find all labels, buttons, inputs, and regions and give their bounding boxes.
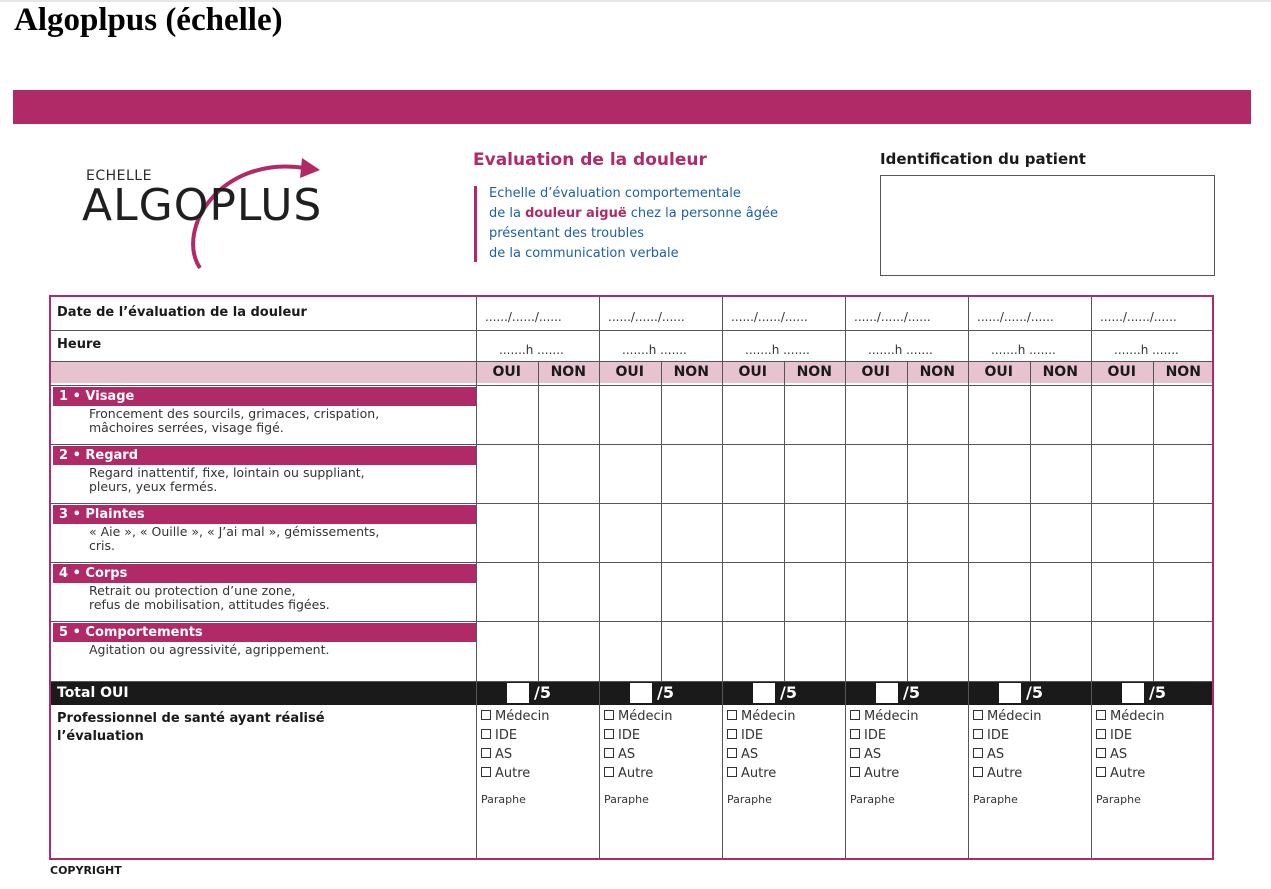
date-field[interactable]: ....../....../...... xyxy=(977,310,1054,324)
oui-cell[interactable] xyxy=(1092,563,1153,621)
grid-hline xyxy=(51,444,476,445)
non-cell[interactable] xyxy=(908,504,969,562)
non-cell[interactable] xyxy=(908,445,969,503)
non-cell[interactable] xyxy=(1031,563,1092,621)
section-heading: 1 • Visage xyxy=(53,387,476,406)
professional-option[interactable] xyxy=(604,726,640,745)
date-field[interactable]: ....../....../...... xyxy=(731,310,808,324)
oui-cell[interactable] xyxy=(600,504,661,562)
professional-option[interactable] xyxy=(727,707,795,726)
grid-hline xyxy=(51,330,1212,331)
checkbox-icon[interactable] xyxy=(727,767,737,777)
grid-hline xyxy=(51,503,476,504)
professional-option[interactable] xyxy=(1096,726,1132,745)
professional-option[interactable] xyxy=(481,764,530,783)
date-field[interactable]: ....../....../...... xyxy=(854,310,931,324)
oui-cell[interactable] xyxy=(723,504,784,562)
header-band xyxy=(13,90,1251,124)
oui-cell[interactable] xyxy=(1092,386,1153,444)
professional-option[interactable] xyxy=(481,726,517,745)
checkbox-icon[interactable] xyxy=(604,767,614,777)
option-label: IDE xyxy=(495,728,518,743)
evaluation-title: Evaluation de la douleur xyxy=(473,150,707,170)
checkbox-icon[interactable] xyxy=(850,748,860,758)
checkbox-icon[interactable] xyxy=(850,767,860,777)
checkbox-icon[interactable] xyxy=(727,748,737,758)
non-cell[interactable] xyxy=(662,445,723,503)
oui-cell[interactable] xyxy=(477,386,538,444)
professional-option[interactable] xyxy=(604,745,635,764)
non-cell[interactable] xyxy=(1031,622,1092,680)
non-cell[interactable] xyxy=(908,386,969,444)
professional-label-2: l’évaluation xyxy=(57,729,144,744)
paraphe-label: Paraphe xyxy=(481,793,526,806)
checkbox-icon[interactable] xyxy=(481,710,491,720)
non-cell[interactable] xyxy=(1154,563,1215,621)
evaluation-accent-bar xyxy=(474,186,477,262)
date-field[interactable]: ....../....../...... xyxy=(608,310,685,324)
hour-label: Heure xyxy=(57,337,102,352)
non-cell[interactable] xyxy=(662,563,723,621)
professional-option[interactable] xyxy=(1096,745,1127,764)
checkbox-icon[interactable] xyxy=(727,710,737,720)
option-label: Autre xyxy=(741,766,777,781)
option-label: Médecin xyxy=(741,709,796,724)
oui-header: OUI xyxy=(984,364,1013,380)
oui-cell[interactable] xyxy=(969,622,1030,680)
oui-header: OUI xyxy=(1107,364,1136,380)
total-score-denominator: /5 xyxy=(534,683,551,702)
non-cell[interactable] xyxy=(785,445,846,503)
option-label: Autre xyxy=(987,766,1023,781)
option-label: IDE xyxy=(987,728,1010,743)
date-field[interactable]: ....../....../...... xyxy=(485,310,562,324)
option-label: Médecin xyxy=(495,709,550,724)
non-cell[interactable] xyxy=(539,622,600,680)
option-label: Autre xyxy=(1110,766,1146,781)
paraphe-label: Paraphe xyxy=(604,793,649,806)
oui-cell[interactable] xyxy=(723,386,784,444)
oui-cell[interactable] xyxy=(846,563,907,621)
professional-option[interactable] xyxy=(850,707,918,726)
checkbox-icon[interactable] xyxy=(973,767,983,777)
oui-cell[interactable] xyxy=(600,563,661,621)
checkbox-icon[interactable] xyxy=(1096,767,1106,777)
option-label: AS xyxy=(1110,747,1128,762)
total-score-denominator: /5 xyxy=(780,683,797,702)
evaluation-line-2: de la douleur aiguë chez la personne âgée xyxy=(489,206,778,221)
logo-big-text: ALGOPLUS xyxy=(82,180,323,231)
section-description: Regard inattentif, fixe, lointain ou suppliant, pleurs, yeux fermés. xyxy=(89,465,365,494)
checkbox-icon[interactable] xyxy=(604,710,614,720)
checkbox-icon[interactable] xyxy=(1096,710,1106,720)
checkbox-icon[interactable] xyxy=(973,710,983,720)
section-description: Retrait ou protection d’une zone, refus de mobilisation, attitudes figées. xyxy=(89,583,330,612)
section-description: Froncement des sourcils, grimaces, crispation, mâchoires serrées, visage figé. xyxy=(89,406,380,435)
non-header: NON xyxy=(1042,364,1078,380)
paraphe-label: Paraphe xyxy=(727,793,772,806)
oui-header: OUI xyxy=(738,364,767,380)
oui-cell[interactable] xyxy=(477,563,538,621)
professional-option[interactable] xyxy=(1096,707,1164,726)
oui-cell[interactable] xyxy=(846,622,907,680)
oui-cell[interactable] xyxy=(846,445,907,503)
grid-hline xyxy=(51,562,476,563)
paraphe-label: Paraphe xyxy=(850,793,895,806)
option-label: Autre xyxy=(864,766,900,781)
date-label: Date de l’évaluation de la douleur xyxy=(57,305,307,320)
non-header: NON xyxy=(919,364,955,380)
option-label: AS xyxy=(864,747,882,762)
section-heading: 2 • Regard xyxy=(53,446,476,465)
evaluation-line-4: de la communication verbale xyxy=(489,246,679,261)
oui-cell[interactable] xyxy=(723,622,784,680)
patient-id-field[interactable] xyxy=(880,175,1215,276)
non-cell[interactable] xyxy=(785,386,846,444)
non-header: NON xyxy=(1165,364,1201,380)
grid-hline xyxy=(476,681,1212,682)
non-header: NON xyxy=(550,364,586,380)
non-header: NON xyxy=(673,364,709,380)
total-score-field[interactable] xyxy=(1122,683,1144,703)
option-label: AS xyxy=(618,747,636,762)
section-heading: 5 • Comportements xyxy=(53,623,476,642)
oui-cell[interactable] xyxy=(1092,504,1153,562)
total-score-denominator: /5 xyxy=(903,683,920,702)
hour-field[interactable]: .......h ....... xyxy=(745,343,810,357)
option-label: AS xyxy=(741,747,759,762)
oui-cell[interactable] xyxy=(477,504,538,562)
non-cell[interactable] xyxy=(1154,504,1215,562)
checkbox-icon[interactable] xyxy=(850,729,860,739)
checkbox-icon[interactable] xyxy=(850,710,860,720)
option-label: IDE xyxy=(618,728,641,743)
grid-hline xyxy=(51,681,476,682)
professional-option[interactable] xyxy=(973,764,1022,783)
professional-option[interactable] xyxy=(727,764,776,783)
date-field[interactable]: ....../....../...... xyxy=(1100,310,1177,324)
total-score-field[interactable] xyxy=(753,683,775,703)
checkbox-icon[interactable] xyxy=(481,767,491,777)
total-score-field[interactable] xyxy=(876,683,898,703)
paraphe-label: Paraphe xyxy=(973,793,1018,806)
evaluation-line-1: Echelle d’évaluation comportementale xyxy=(489,186,741,201)
non-header: NON xyxy=(796,364,832,380)
total-score-denominator: /5 xyxy=(657,683,674,702)
option-label: Médecin xyxy=(618,709,673,724)
non-cell[interactable] xyxy=(1031,386,1092,444)
grid-hline xyxy=(51,621,476,622)
checkbox-icon[interactable] xyxy=(604,748,614,758)
professional-option[interactable] xyxy=(973,707,1041,726)
checkbox-icon[interactable] xyxy=(481,748,491,758)
oui-header: OUI xyxy=(492,364,521,380)
professional-option[interactable] xyxy=(727,745,758,764)
total-score-denominator: /5 xyxy=(1149,683,1166,702)
non-cell[interactable] xyxy=(539,504,600,562)
non-cell[interactable] xyxy=(1154,386,1215,444)
hour-field[interactable]: .......h ....... xyxy=(1114,343,1179,357)
evaluation-highlight: douleur aiguë xyxy=(525,206,627,221)
algoplus-logo xyxy=(80,150,370,270)
oui-cell[interactable] xyxy=(1092,445,1153,503)
option-label: Médecin xyxy=(987,709,1042,724)
section-heading: 3 • Plaintes xyxy=(53,505,476,524)
hour-field[interactable]: .......h ....... xyxy=(499,343,564,357)
non-cell[interactable] xyxy=(662,386,723,444)
patient-id-label: Identification du patient xyxy=(880,150,1086,168)
checkbox-icon[interactable] xyxy=(604,729,614,739)
professional-option[interactable] xyxy=(973,726,1009,745)
professional-option[interactable] xyxy=(1096,764,1145,783)
option-label: Autre xyxy=(618,766,654,781)
checkbox-icon[interactable] xyxy=(1096,729,1106,739)
option-label: AS xyxy=(495,747,513,762)
professional-option[interactable] xyxy=(604,707,672,726)
checkbox-icon[interactable] xyxy=(727,729,737,739)
hour-field[interactable]: .......h ....... xyxy=(868,343,933,357)
total-score-field[interactable] xyxy=(507,683,529,703)
oui-cell[interactable] xyxy=(969,563,1030,621)
oui-cell[interactable] xyxy=(477,622,538,680)
evaluation-grid xyxy=(49,295,1214,860)
option-label: IDE xyxy=(1110,728,1133,743)
checkbox-icon[interactable] xyxy=(973,748,983,758)
oui-cell[interactable] xyxy=(600,445,661,503)
professional-option[interactable] xyxy=(850,726,886,745)
non-cell[interactable] xyxy=(1154,445,1215,503)
oui-header: OUI xyxy=(615,364,644,380)
non-cell[interactable] xyxy=(1154,622,1215,680)
oui-cell[interactable] xyxy=(600,622,661,680)
non-cell[interactable] xyxy=(785,504,846,562)
oui-cell[interactable] xyxy=(969,386,1030,444)
option-label: AS xyxy=(987,747,1005,762)
non-cell[interactable] xyxy=(1031,445,1092,503)
document-title: Algoplpus (échelle) xyxy=(14,2,283,38)
oui-cell[interactable] xyxy=(969,504,1030,562)
option-label: IDE xyxy=(741,728,764,743)
hour-field[interactable]: .......h ....... xyxy=(622,343,687,357)
oui-header: OUI xyxy=(861,364,890,380)
oui-cell[interactable] xyxy=(846,504,907,562)
section-description: Agitation ou agressivité, agrippement. xyxy=(89,642,330,657)
checkbox-icon[interactable] xyxy=(1096,748,1106,758)
non-cell[interactable] xyxy=(662,504,723,562)
logo-small-text: ECHELLE xyxy=(86,168,152,184)
professional-option[interactable] xyxy=(481,707,549,726)
oui-cell[interactable] xyxy=(969,445,1030,503)
oui-cell[interactable] xyxy=(723,563,784,621)
professional-option[interactable] xyxy=(481,745,512,764)
professional-option[interactable] xyxy=(727,726,763,745)
option-label: Médecin xyxy=(1110,709,1165,724)
non-cell[interactable] xyxy=(662,622,723,680)
option-label: IDE xyxy=(864,728,887,743)
option-label: Autre xyxy=(495,766,531,781)
non-cell[interactable] xyxy=(785,622,846,680)
oui-cell[interactable] xyxy=(600,386,661,444)
total-score-field[interactable] xyxy=(999,683,1021,703)
paraphe-label: Paraphe xyxy=(1096,793,1141,806)
oui-cell[interactable] xyxy=(477,445,538,503)
non-cell[interactable] xyxy=(785,563,846,621)
evaluation-description xyxy=(489,184,778,264)
grid-hline xyxy=(51,361,1212,362)
section-heading: 4 • Corps xyxy=(53,564,476,583)
professional-option[interactable] xyxy=(850,764,899,783)
non-cell[interactable] xyxy=(1031,504,1092,562)
total-score-denominator: /5 xyxy=(1026,683,1043,702)
evaluation-line-3: présentant des troubles xyxy=(489,226,644,241)
non-cell[interactable] xyxy=(908,563,969,621)
professional-label: Professionnel de santé ayant réalisé xyxy=(57,711,325,726)
professional-option[interactable] xyxy=(604,764,653,783)
hour-field[interactable]: .......h ....... xyxy=(991,343,1056,357)
total-score-field[interactable] xyxy=(630,683,652,703)
non-cell[interactable] xyxy=(539,445,600,503)
checkbox-icon[interactable] xyxy=(481,729,491,739)
oui-cell[interactable] xyxy=(723,445,784,503)
total-oui-label: Total OUI xyxy=(57,685,129,701)
non-cell[interactable] xyxy=(908,622,969,680)
oui-cell[interactable] xyxy=(846,386,907,444)
professional-option[interactable] xyxy=(850,745,881,764)
section-description: « Aie », « Ouille », « J’ai mal », gémissements, cris. xyxy=(89,524,380,553)
professional-option[interactable] xyxy=(973,745,1004,764)
non-cell[interactable] xyxy=(539,563,600,621)
copyright-note: COPYRIGHT xyxy=(50,864,122,877)
non-cell[interactable] xyxy=(539,386,600,444)
option-label: Médecin xyxy=(864,709,919,724)
oui-cell[interactable] xyxy=(1092,622,1153,680)
checkbox-icon[interactable] xyxy=(973,729,983,739)
